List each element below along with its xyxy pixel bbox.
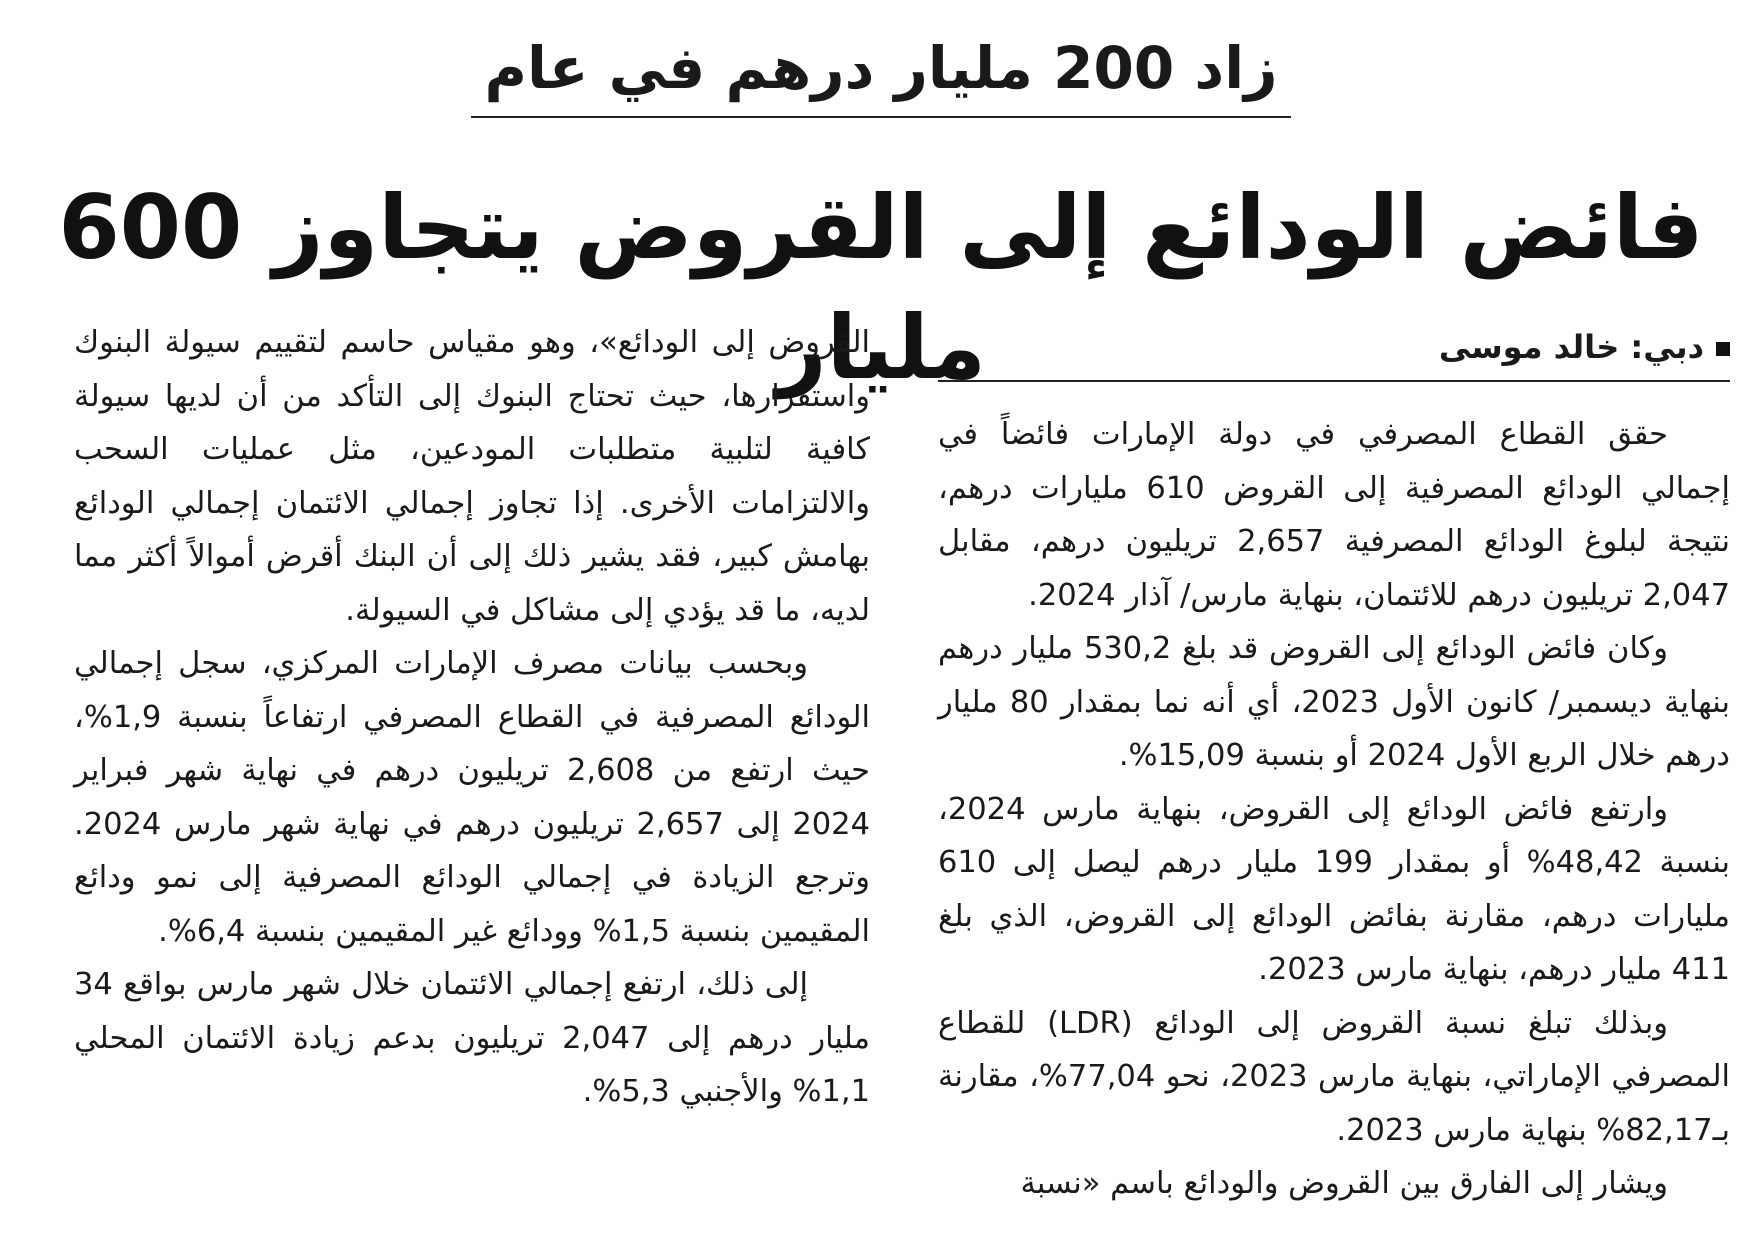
- paragraph: وبحسب بيانات مصرف الإمارات المركزي، سجل إجمالي الودائع المصرفية في القطاع المصرفي ارتفاعاً بنسبة 1,9%، حيث ارتفع من 2,608 تريليون درهم في نهاية شهر فبراير 2024 إلى 2,657 تريليون درهم في نهاية شهر مارس 2024. وترجع الزيادة في إجمالي الودائع المصرفية إلى نمو ودائع المقيمين بنسبة 1,5% وودائع غير المقيمين بنسبة 6,4%.: [74, 646, 870, 949]
- byline: [938, 322, 1730, 382]
- paragraph: القروض إلى الودائع»، وهو مقياس حاسم لتقييم سيولة البنوك واستقرارها، حيث تحتاج البنوك إلى التأكد من أن لديها سيولة كافية لتلبية متطلبات المودعين، مثل عمليات السحب والالتزامات الأخرى. إذا تجاوز إجمالي الائتمان إجمالي الودائع بهامش كبير، فقد يشير ذلك إلى أن البنك أقرض أموالاً أكثر مما لديه، ما قد يؤدي إلى مشاكل في السيولة.: [74, 325, 870, 628]
- article-column-right: [938, 408, 1730, 1211]
- paragraph: وبذلك تبلغ نسبة القروض إلى الودائع (LDR) للقطاع المصرفي الإماراتي، بنهاية مارس 2023، نحو 77,04%، مقارنة بـ82,17% بنهاية مارس 2023.: [938, 1005, 1731, 1148]
- paragraph: وارتفع فائض الودائع إلى القروض، بنهاية مارس 2024، بنسبة 48,42% أو بمقدار 199 مليار درهم ليصل إلى 610 مليارات درهم، مقارنة بفائض الودائع إلى القروض، الذي بلغ 411 مليار درهم، بنهاية مارس 2023.: [938, 791, 1731, 987]
- article-column-left: [74, 316, 870, 1119]
- paragraph: حقق القطاع المصرفي في دولة الإمارات فائضاً في إجمالي الودائع المصرفية إلى القروض 610 مليارات درهم، نتيجة لبلوغ الودائع المصرفية 2,657 تريليون درهم، مقابل 2,047 تريليون درهم للائتمان، بنهاية مارس/ آذار 2024.: [938, 417, 1730, 613]
- paragraph: وكان فائض الودائع إلى القروض قد بلغ 530,2 مليار درهم بنهاية ديسمبر/ كانون الأول 2023، أي أنه نما بمقدار 80 مليار درهم خلال الربع الأول 2024 أو بنسبة 15,09%.: [938, 631, 1730, 773]
- paragraph: ويشار إلى الفارق بين القروض والودائع باسم «نسبة: [1020, 1166, 1668, 1201]
- kicker-text: زاد 200 مليار درهم في عام: [471, 30, 1292, 118]
- kicker: [0, 30, 1762, 118]
- paragraph: إلى ذلك، ارتفع إجمالي الائتمان خلال شهر مارس بواقع 34 مليار درهم إلى 2,047 تريليون بدعم زيادة الائتمان المحلي 1,1% والأجنبي 5,3%.: [74, 967, 870, 1109]
- square-bullet-icon: [1716, 342, 1730, 356]
- byline-text: دبي: خالد موسى: [1438, 328, 1704, 366]
- headline: فائض الودائع إلى القروض يتجاوز 600 مليار: [58, 176, 1704, 399]
